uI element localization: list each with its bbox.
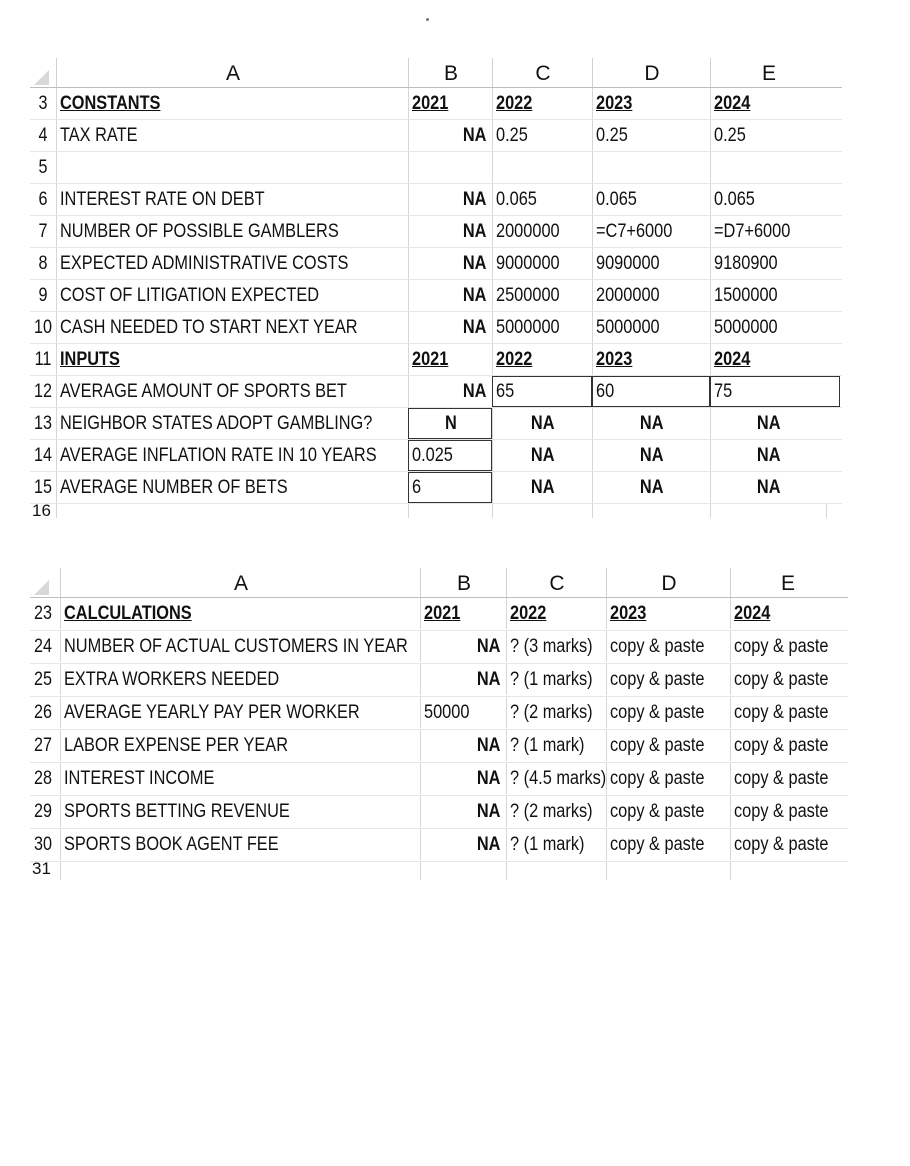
row-number[interactable]: 10 (34, 317, 52, 338)
row-number[interactable]: 11 (34, 349, 52, 370)
empty-cell[interactable] (710, 152, 826, 183)
label-cell[interactable]: CASH NEEDED TO START NEXT YEAR (56, 312, 408, 343)
label-cell[interactable]: NEIGHBOR STATES ADOPT GAMBLING? (56, 408, 408, 439)
empty-cell[interactable] (56, 152, 408, 183)
value-cell[interactable]: 9000000 (492, 248, 592, 279)
value-cell[interactable]: NA (592, 408, 710, 439)
label-cell[interactable]: INTEREST INCOME (60, 763, 420, 794)
task-cell[interactable]: copy & paste (606, 796, 730, 827)
gridline (506, 862, 507, 880)
column-header-a[interactable]: A (56, 58, 409, 87)
value-cell[interactable]: NA (420, 763, 506, 794)
table-row-partial (30, 504, 842, 518)
row-number[interactable]: 6 (38, 189, 48, 210)
label-cell[interactable]: LABOR EXPENSE PER YEAR (60, 730, 420, 761)
scan-speck (426, 18, 429, 21)
task-cell[interactable]: copy & paste (730, 631, 844, 662)
value-cell[interactable]: NA (420, 796, 506, 827)
task-cell[interactable]: copy & paste (730, 796, 844, 827)
task-cell[interactable]: copy & paste (730, 697, 844, 728)
value-cell[interactable]: NA (420, 829, 506, 860)
table-row (30, 472, 842, 504)
value-cell[interactable]: 0.25 (592, 120, 710, 151)
value-cell[interactable]: 2000000 (492, 216, 592, 247)
table-row (30, 796, 848, 829)
gridline (60, 862, 61, 880)
table-row (30, 376, 842, 408)
task-cell[interactable]: copy & paste (606, 631, 730, 662)
year-header-cell[interactable]: 2022 (492, 88, 592, 119)
value-cell[interactable]: NA (710, 472, 826, 503)
year-header-cell[interactable]: 2022 (506, 598, 606, 629)
year-header-cell[interactable]: 2021 (408, 344, 492, 375)
value-cell[interactable]: 0.25 (492, 120, 592, 151)
task-cell[interactable]: copy & paste (730, 664, 844, 695)
year-header-cell[interactable]: 2023 (606, 598, 730, 629)
column-header-e[interactable]: E (730, 568, 845, 597)
row-number[interactable]: 4 (38, 125, 48, 146)
input-cell[interactable]: N (408, 408, 492, 439)
task-cell[interactable]: ? (1 mark) (506, 829, 606, 860)
row-number[interactable]: 28 (34, 768, 52, 789)
table-row (30, 184, 842, 216)
task-cell[interactable]: ? (1 mark) (506, 730, 606, 761)
column-header-c[interactable]: C (492, 58, 593, 87)
table-row (30, 280, 842, 312)
label-cell[interactable]: EXPECTED ADMINISTRATIVE COSTS (56, 248, 408, 279)
table-row (30, 152, 842, 184)
gridline (730, 862, 731, 880)
value-cell[interactable]: NA (408, 216, 492, 247)
input-cell[interactable]: 6 (408, 472, 492, 503)
input-cell[interactable]: 0.025 (408, 440, 492, 471)
task-cell[interactable]: ? (3 marks) (506, 631, 606, 662)
task-cell[interactable]: copy & paste (606, 829, 730, 860)
formula-cell[interactable]: =C7+6000 (592, 216, 710, 247)
value-cell[interactable]: NA (592, 440, 710, 471)
input-cell[interactable]: 65 (492, 376, 592, 407)
label-cell[interactable]: TAX RATE (56, 120, 408, 151)
value-cell[interactable]: NA (492, 472, 592, 503)
table-row (30, 408, 842, 440)
section-heading-inputs[interactable]: INPUTS (56, 344, 408, 375)
select-all-corner[interactable] (30, 58, 56, 87)
task-cell[interactable]: ? (1 marks) (506, 664, 606, 695)
section-heading-constants[interactable]: CONSTANTS (56, 88, 408, 119)
value-cell[interactable]: 9090000 (592, 248, 710, 279)
empty-cell[interactable] (592, 152, 710, 183)
task-cell[interactable]: ? (2 marks) (506, 796, 606, 827)
label-cell[interactable]: SPORTS BOOK AGENT FEE (60, 829, 420, 860)
row-number[interactable]: 8 (38, 253, 48, 274)
value-cell[interactable]: 2500000 (492, 280, 592, 311)
table-row (30, 344, 842, 376)
label-cell[interactable]: EXTRA WORKERS NEEDED (60, 664, 420, 695)
column-header-e[interactable]: E (710, 58, 827, 87)
table-row (30, 730, 848, 763)
row-number[interactable]: 7 (38, 221, 48, 242)
task-cell[interactable]: copy & paste (730, 829, 844, 860)
row-number[interactable]: 9 (38, 285, 48, 306)
value-cell[interactable]: NA (420, 664, 506, 695)
gridline (826, 504, 827, 518)
value-cell[interactable]: 50000 (420, 697, 506, 728)
row-number[interactable]: 29 (34, 801, 52, 822)
year-header-cell[interactable]: 2024 (730, 598, 844, 629)
year-header-cell[interactable]: 2023 (592, 88, 710, 119)
spreadsheet-constants-inputs (30, 58, 842, 518)
value-cell[interactable]: NA (408, 120, 492, 151)
year-header-cell[interactable]: 2021 (408, 88, 492, 119)
table-row (30, 763, 848, 796)
value-cell[interactable]: NA (492, 440, 592, 471)
table-row (30, 598, 848, 631)
value-cell[interactable]: NA (408, 376, 492, 407)
gridline (710, 504, 711, 518)
column-header-row (30, 58, 842, 88)
value-cell[interactable]: NA (408, 312, 492, 343)
table-row (30, 664, 848, 697)
label-cell[interactable]: SPORTS BETTING REVENUE (60, 796, 420, 827)
table-row (30, 120, 842, 152)
gridline (592, 504, 593, 518)
year-header-cell[interactable]: 2021 (420, 598, 506, 629)
year-header-cell[interactable]: 2023 (592, 344, 710, 375)
task-cell[interactable]: copy & paste (606, 664, 730, 695)
table-row (30, 829, 848, 862)
row-number[interactable]: 15 (34, 477, 52, 498)
label-cell[interactable]: NUMBER OF POSSIBLE GAMBLERS (56, 216, 408, 247)
row-number[interactable]: 23 (34, 603, 52, 624)
value-cell[interactable]: 1500000 (710, 280, 826, 311)
value-cell[interactable]: NA (710, 408, 826, 439)
table-row (30, 216, 842, 248)
input-cell[interactable]: 60 (592, 376, 710, 407)
task-cell[interactable]: copy & paste (730, 730, 844, 761)
task-cell[interactable]: copy & paste (730, 763, 844, 794)
column-header-c[interactable]: C (506, 568, 607, 597)
table-row (30, 248, 842, 280)
task-cell[interactable]: copy & paste (606, 730, 730, 761)
gridline (420, 862, 421, 880)
table-row (30, 440, 842, 472)
row-number[interactable]: 13 (34, 413, 52, 434)
task-cell[interactable]: copy & paste (606, 697, 730, 728)
value-cell[interactable]: 0.25 (710, 120, 826, 151)
gridline (56, 504, 57, 518)
value-cell[interactable]: 0.065 (592, 184, 710, 215)
column-header-row (30, 568, 848, 598)
value-cell[interactable]: NA (408, 248, 492, 279)
value-cell[interactable]: 9180900 (710, 248, 826, 279)
empty-cell[interactable] (492, 152, 592, 183)
table-row (30, 697, 848, 730)
value-cell[interactable]: NA (710, 440, 826, 471)
row-number[interactable]: 26 (34, 702, 52, 723)
value-cell[interactable]: 0.065 (710, 184, 826, 215)
task-cell[interactable]: ? (2 marks) (506, 697, 606, 728)
year-header-cell[interactable]: 2022 (492, 344, 592, 375)
label-cell[interactable]: NUMBER OF ACTUAL CUSTOMERS IN YEAR (60, 631, 420, 662)
column-header-b[interactable]: B (420, 568, 507, 597)
gridline (408, 504, 409, 518)
row-number[interactable]: 3 (38, 93, 48, 114)
label-cell[interactable]: AVERAGE YEARLY PAY PER WORKER (60, 697, 420, 728)
value-cell[interactable]: NA (408, 280, 492, 311)
select-all-corner[interactable] (30, 568, 56, 597)
column-header-d[interactable]: D (592, 58, 711, 87)
row-number[interactable]: 14 (34, 445, 52, 466)
value-cell[interactable]: 0.065 (492, 184, 592, 215)
gridline (606, 862, 607, 880)
value-cell[interactable]: NA (408, 184, 492, 215)
column-header-b[interactable]: B (408, 58, 493, 87)
value-cell[interactable]: NA (492, 408, 592, 439)
column-header-a[interactable]: A (60, 568, 421, 597)
value-cell[interactable]: 5000000 (492, 312, 592, 343)
label-cell[interactable]: AVERAGE NUMBER OF BETS (56, 472, 408, 503)
value-cell[interactable]: 2000000 (592, 280, 710, 311)
label-cell[interactable]: INTEREST RATE ON DEBT (56, 184, 408, 215)
row-number[interactable]: 24 (34, 636, 52, 657)
task-cell[interactable]: ? (4.5 marks) (506, 763, 606, 794)
column-header-d[interactable]: D (606, 568, 731, 597)
row-number[interactable]: 16 (32, 504, 51, 516)
row-number[interactable]: 25 (34, 669, 52, 690)
input-cell[interactable]: 75 (710, 376, 840, 407)
value-cell[interactable]: 5000000 (710, 312, 826, 343)
label-cell[interactable]: AVERAGE INFLATION RATE IN 10 YEARS (56, 440, 408, 471)
spreadsheet-calculations (30, 568, 848, 880)
row-number[interactable]: 27 (34, 735, 52, 756)
empty-cell[interactable] (408, 152, 492, 183)
table-row-partial (30, 862, 848, 880)
table-row (30, 88, 842, 120)
value-cell[interactable]: 5000000 (592, 312, 710, 343)
label-cell[interactable]: AVERAGE AMOUNT OF SPORTS BET (56, 376, 408, 407)
row-number[interactable]: 12 (34, 381, 52, 402)
row-number[interactable]: 31 (32, 862, 51, 874)
row-number[interactable]: 5 (38, 157, 48, 178)
value-cell[interactable]: NA (420, 631, 506, 662)
year-header-cell[interactable]: 2024 (710, 344, 826, 375)
formula-cell[interactable]: =D7+6000 (710, 216, 826, 247)
gridline (492, 504, 493, 518)
table-row (30, 312, 842, 344)
row-number[interactable]: 30 (34, 834, 52, 855)
value-cell[interactable]: NA (592, 472, 710, 503)
value-cell[interactable]: NA (420, 730, 506, 761)
section-heading-calculations[interactable]: CALCULATIONS (60, 598, 420, 629)
table-row (30, 631, 848, 664)
year-header-cell[interactable]: 2024 (710, 88, 826, 119)
label-cell[interactable]: COST OF LITIGATION EXPECTED (56, 280, 408, 311)
task-cell[interactable]: copy & paste (606, 763, 730, 794)
